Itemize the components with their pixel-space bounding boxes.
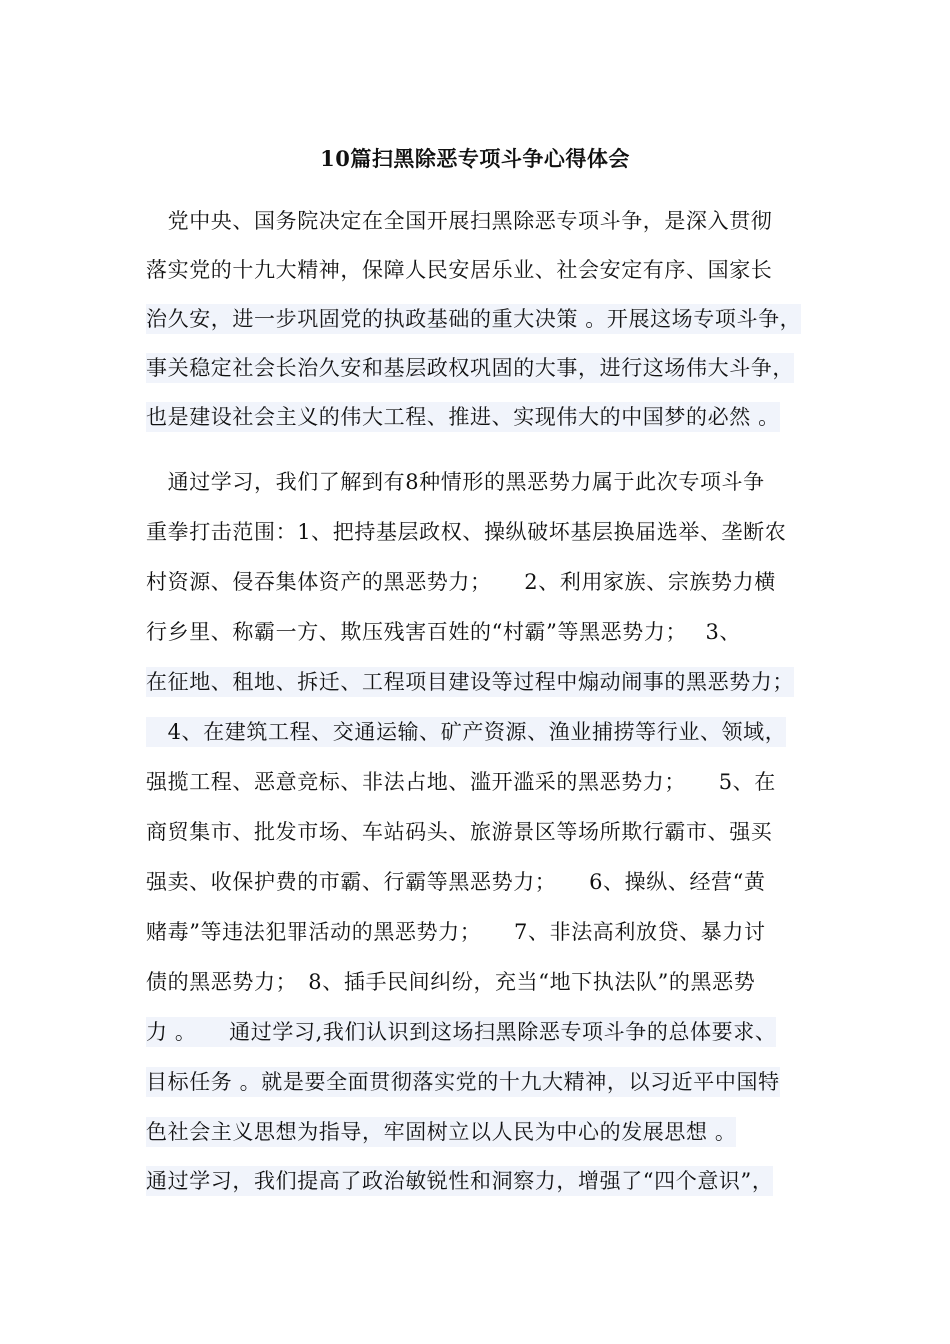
paragraph-2-line-3: 村资源、侵吞集体资产的黑恶势力； 2、利用家族、宗族势力横 bbox=[146, 570, 776, 594]
paragraph-1-line-2: 落实党的十九大精神，保障人民安居乐业、社会安定有序、国家长 bbox=[146, 258, 773, 282]
paragraph-2-line-6: 4、在建筑工程、交通运输、矿产资源、渔业捕捞等行业、领域， bbox=[146, 717, 786, 747]
paragraph-2-line-11: 债的黑恶势力； 8、插手民间纠纷，充当“地下执法队”的黑恶势 bbox=[146, 970, 756, 994]
paragraph-2-line-4: 行乡里、称霸一方、欺压残害百姓的“村霸”等黑恶势力； 3、 bbox=[146, 620, 742, 644]
paragraph-2-line-8: 商贸集市、批发市场、车站码头、旅游景区等场所欺行霸市、强买 bbox=[146, 820, 773, 844]
paragraph-2-line-7: 强揽工程、恶意竞标、非法占地、滥开滥采的黑恶势力； 5、在 bbox=[146, 770, 776, 794]
paragraph-2-line-14: 色社会主义思想为指导，牢固树立以人民为中心的发展思想 。 bbox=[146, 1117, 736, 1147]
paragraph-1-line-1: 党中央、国务院决定在全国开展扫黑除恶专项斗争，是深入贯彻 bbox=[146, 209, 773, 233]
paragraph-2-line-10: 赌毒”等违法犯罪活动的黑恶势力； 7、非法高利放贷、暴力讨 bbox=[146, 920, 766, 944]
paragraph-1-line-3: 治久安，进一步巩固党的执政基础的重大决策 。开展这场专项斗争， bbox=[146, 304, 801, 334]
paragraph-2-line-5: 在征地、租地、拆迁、工程项目建设等过程中煽动闹事的黑恶势力； bbox=[146, 667, 794, 697]
paragraph-2-line-1: 通过学习，我们了解到有8种情形的黑恶势力属于此次专项斗争 bbox=[146, 470, 765, 494]
paragraph-2-line-2: 重拳打击范围：1、把持基层政权、操纵破坏基层换届选举、垄断农 bbox=[146, 520, 787, 544]
paragraph-2-line-13: 目标任务 。就是要全面贯彻落实党的十九大精神，以习近平中国特 bbox=[146, 1067, 780, 1097]
paragraph-1-line-4: 事关稳定社会长治久安和基层政权巩固的大事，进行这场伟大斗争， bbox=[146, 353, 794, 383]
document-title: 10篇扫黑除恶专项斗争心得体会 bbox=[320, 146, 630, 171]
paragraph-2-line-12: 力 。 通过学习,我们认识到这场扫黑除恶专项斗争的总体要求、 bbox=[146, 1017, 776, 1047]
paragraph-3-line-1: 通过学习，我们提高了政治敏锐性和洞察力，增强了“四个意识”， bbox=[146, 1166, 773, 1196]
paragraph-2-line-9: 强卖、收保护费的市霸、行霸等黑恶势力； 6、操纵、经营“黄 bbox=[146, 870, 766, 894]
paragraph-1-line-5: 也是建设社会主义的伟大工程、推进、实现伟大的中国梦的必然 。 bbox=[146, 402, 780, 432]
